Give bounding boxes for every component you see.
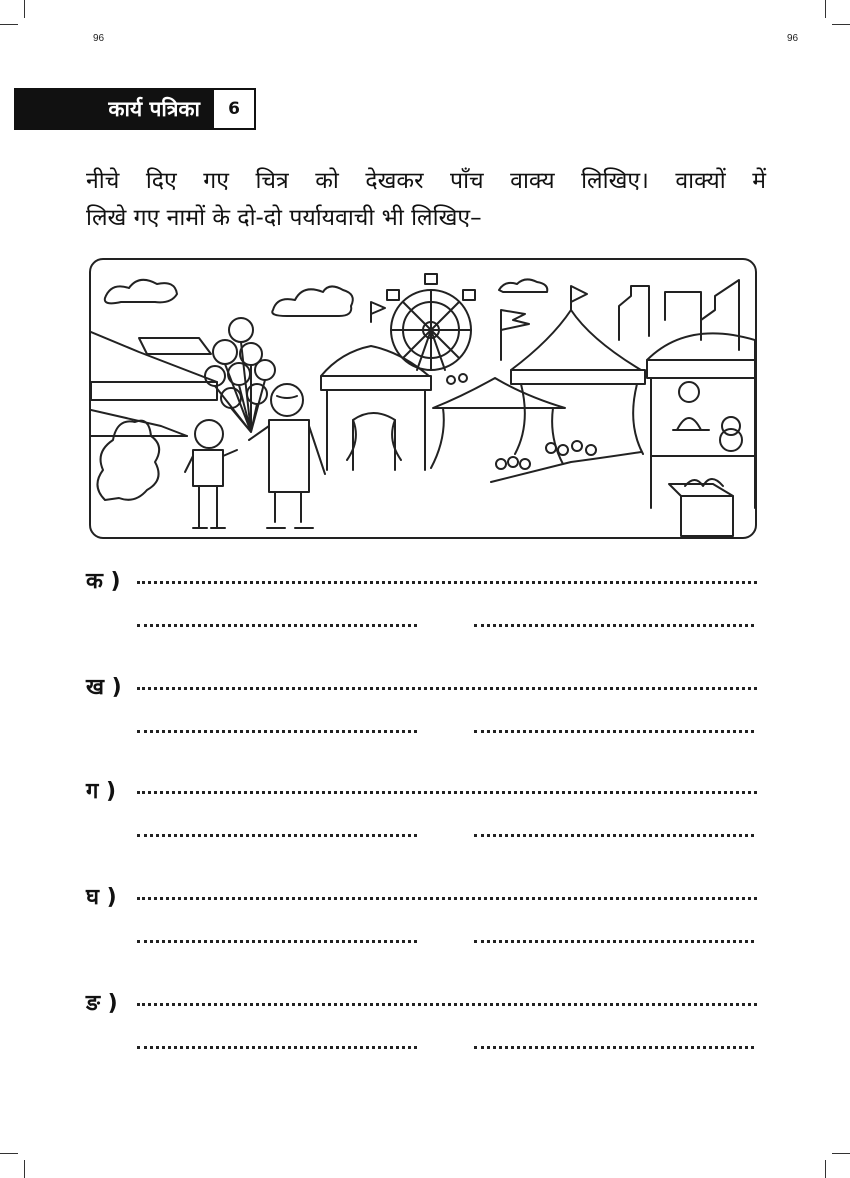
answer-row [0, 884, 850, 974]
instruction-line-1: नीचे दिए गए चित्र को देखकर पाँच वाक्य लिखिए। वाक्यों में [86, 168, 766, 194]
synonym-line-2[interactable] [474, 940, 754, 943]
crop-mark [24, 0, 25, 18]
sentence-line[interactable] [137, 897, 757, 900]
page-number-right: 96 [787, 33, 799, 44]
synonym-line-2[interactable] [474, 1046, 754, 1049]
answer-row [0, 990, 850, 1080]
synonym-line-1[interactable] [137, 624, 417, 627]
sentence-line[interactable] [137, 1003, 757, 1006]
synonym-line-2[interactable] [474, 834, 754, 837]
worksheet-title: कार्य पत्रिका [14, 88, 214, 130]
row-label: ग ) [86, 779, 117, 804]
sentence-line[interactable] [137, 581, 757, 584]
worksheet-header [14, 88, 256, 130]
synonym-line-2[interactable] [474, 730, 754, 733]
fair-scene-icon [91, 260, 755, 537]
answer-row [0, 674, 850, 764]
page-number-left: 96 [93, 33, 105, 44]
row-label: घ ) [86, 885, 117, 910]
synonym-line-1[interactable] [137, 730, 417, 733]
answer-row [0, 568, 850, 658]
worksheet-number: 6 [214, 88, 256, 130]
synonym-line-1[interactable] [137, 1046, 417, 1049]
crop-mark [832, 24, 850, 25]
synonym-line-1[interactable] [137, 940, 417, 943]
crop-mark [24, 1160, 25, 1178]
crop-mark [825, 1160, 826, 1178]
synonym-line-1[interactable] [137, 834, 417, 837]
crop-mark [832, 1153, 850, 1154]
sentence-line[interactable] [137, 687, 757, 690]
row-label: ङ ) [86, 991, 118, 1016]
synonym-line-2[interactable] [474, 624, 754, 627]
crop-mark [825, 0, 826, 18]
fair-illustration [89, 258, 757, 539]
answer-row [0, 778, 850, 868]
row-label: ख ) [86, 675, 122, 700]
row-label: क ) [86, 569, 121, 594]
instruction-text [86, 163, 766, 237]
sentence-line[interactable] [137, 791, 757, 794]
crop-mark [0, 24, 18, 25]
crop-mark [0, 1153, 18, 1154]
instruction-line-2: लिखे गए नामों के दो-दो पर्यायवाची भी लिखिए– [86, 205, 482, 231]
